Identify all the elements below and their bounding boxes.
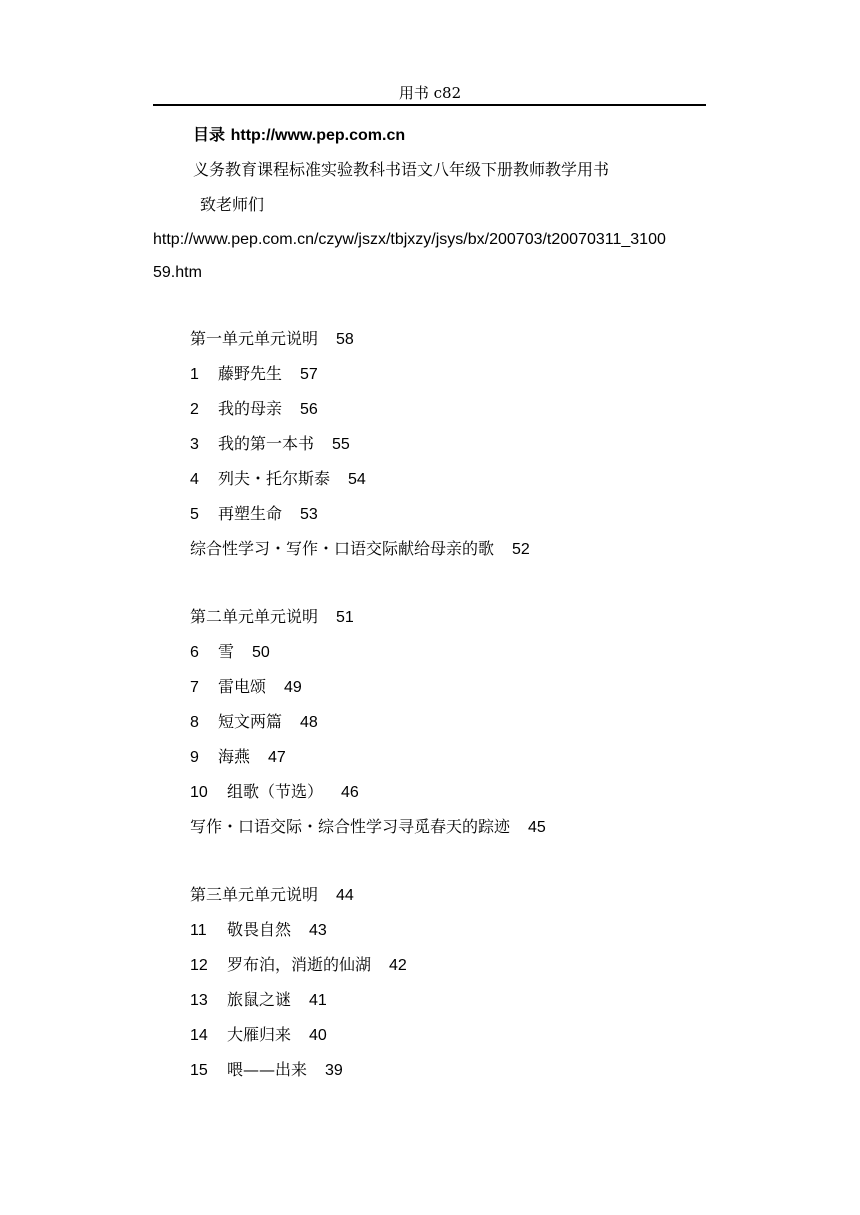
entry-title: 敬畏自然 <box>227 920 292 939</box>
toc-entry[interactable] <box>190 468 366 491</box>
toc-entry[interactable] <box>190 398 318 421</box>
toc-entry[interactable] <box>190 641 270 664</box>
toc-entry[interactable] <box>190 711 318 734</box>
toc-entry-activity[interactable] <box>190 816 546 839</box>
page-number: 43 <box>309 922 327 939</box>
toc-entry[interactable] <box>190 989 327 1012</box>
unit-heading-title: 第三单元单元说明 <box>190 885 319 904</box>
entry-title: 喂——出来 <box>227 1060 308 1079</box>
page-number: 57 <box>300 366 318 383</box>
toc-entry[interactable] <box>190 503 318 526</box>
entry-number: 11 <box>190 922 207 939</box>
entry-title: 写作・口语交际・综合性学习寻觅春天的踪迹 <box>190 817 511 836</box>
page-header: 用书 c82 <box>398 84 462 102</box>
book-title: 义务教育课程标准实验教科书语文八年级下册教师教学用书 <box>193 160 610 179</box>
page-number: 51 <box>336 609 354 626</box>
toc-entry[interactable] <box>190 1059 343 1082</box>
page-number: 49 <box>284 679 302 696</box>
entry-title: 再塑生命 <box>218 504 283 523</box>
toc-entry[interactable] <box>190 433 350 456</box>
entry-number: 10 <box>190 784 208 801</box>
unit-heading-title: 第二单元单元说明 <box>190 607 319 626</box>
entry-number: 5 <box>190 506 199 523</box>
source-link-line-1[interactable]: http://www.pep.com.cn/czyw/jszx/tbjxzy/jsys/bx/200703/t20070311_3100 <box>153 231 666 248</box>
source-link-line-2[interactable]: 59.htm <box>153 264 202 281</box>
unit-heading[interactable] <box>190 884 354 907</box>
unit-heading[interactable] <box>190 328 354 351</box>
unit-heading[interactable] <box>190 606 354 629</box>
toc-entry[interactable] <box>190 1024 327 1047</box>
page-number: 46 <box>341 784 359 801</box>
entry-number: 12 <box>190 957 208 974</box>
page-number: 52 <box>512 541 530 558</box>
toc-entry[interactable] <box>190 919 327 942</box>
entry-title: 旅鼠之谜 <box>227 990 292 1009</box>
toc-entry-activity[interactable] <box>190 538 530 561</box>
page-number: 48 <box>300 714 318 731</box>
header-divider <box>153 104 706 106</box>
page-number: 58 <box>336 331 354 348</box>
page-number: 54 <box>348 471 366 488</box>
entry-number: 3 <box>190 436 199 453</box>
entry-number: 6 <box>190 644 199 661</box>
entry-title: 雪 <box>218 642 235 661</box>
entry-title: 藤野先生 <box>218 364 283 383</box>
page-number: 44 <box>336 887 354 904</box>
entry-title: 大雁归来 <box>227 1025 292 1044</box>
letter-to-teachers: 致老师们 <box>200 195 265 214</box>
entry-number: 1 <box>190 366 199 383</box>
toc-entry[interactable] <box>190 746 286 769</box>
entry-title: 组歌（节选） <box>227 782 324 801</box>
toc-title-label: 目录 <box>193 125 226 144</box>
page-number: 39 <box>325 1062 343 1079</box>
unit-heading-title: 第一单元单元说明 <box>190 329 319 348</box>
entry-title: 综合性学习・写作・口语交际献给母亲的歌 <box>190 539 495 558</box>
page-number: 40 <box>309 1027 327 1044</box>
entry-number: 14 <box>190 1027 208 1044</box>
entry-title: 我的母亲 <box>218 399 283 418</box>
entry-title: 雷电颂 <box>218 677 267 696</box>
entry-number: 13 <box>190 992 208 1009</box>
page-number: 42 <box>389 957 407 974</box>
toc-entry[interactable] <box>190 781 359 804</box>
entry-number: 4 <box>190 471 199 488</box>
page-number: 53 <box>300 506 318 523</box>
entry-title: 我的第一本书 <box>218 434 315 453</box>
toc-entry[interactable] <box>190 363 318 386</box>
toc-title <box>193 124 405 147</box>
entry-number: 2 <box>190 401 199 418</box>
toc-title-url[interactable]: http://www.pep.com.cn <box>230 127 406 144</box>
page-number: 56 <box>300 401 318 418</box>
toc-entry[interactable] <box>190 954 407 977</box>
entry-title: 短文两篇 <box>218 712 283 731</box>
page-number: 45 <box>528 819 546 836</box>
entry-title: 罗布泊，消逝的仙湖 <box>227 955 372 974</box>
page-number: 41 <box>309 992 327 1009</box>
entry-number: 8 <box>190 714 199 731</box>
entry-number: 9 <box>190 749 199 766</box>
page-number: 50 <box>252 644 270 661</box>
entry-number: 15 <box>190 1062 208 1079</box>
entry-title: 列夫・托尔斯泰 <box>218 469 331 488</box>
page-number: 47 <box>268 749 286 766</box>
toc-entry[interactable] <box>190 676 302 699</box>
entry-number: 7 <box>190 679 199 696</box>
entry-title: 海燕 <box>218 747 251 766</box>
page-number: 55 <box>332 436 350 453</box>
